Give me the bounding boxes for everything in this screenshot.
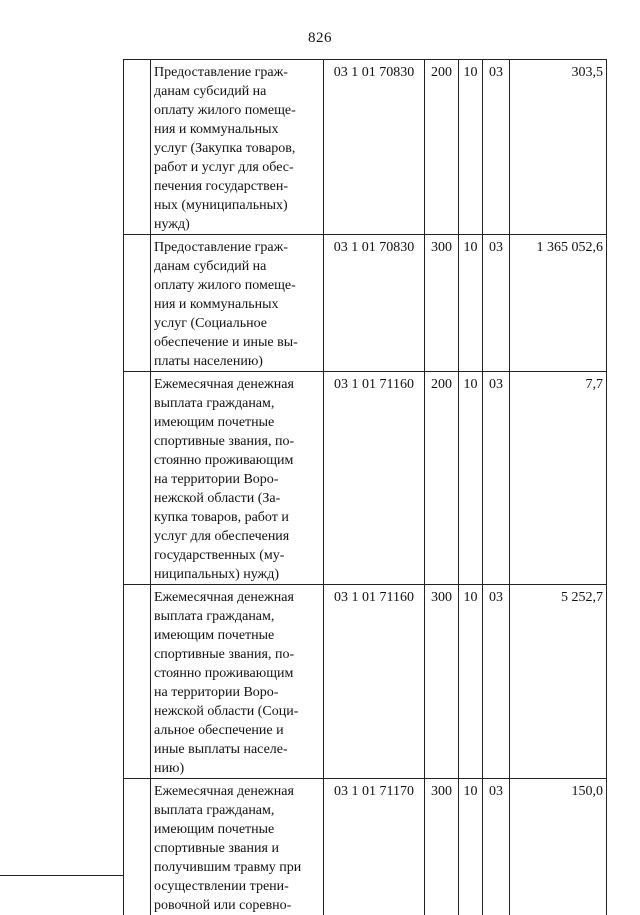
expense-name: Предоставление граж- данам субсидий на оплату жилого помеще- ния и коммунальных услуг (Социальное обеспечение и иные вы- платы населению) [151,235,324,372]
expense-type-code: 300 [425,779,459,915]
target-article-code: 03 1 01 71160 [324,585,425,779]
section-code: 10 [459,585,483,779]
amount: 150,0 [510,779,607,915]
target-article-code: 03 1 01 70830 [324,60,425,235]
section-code: 10 [459,372,483,585]
target-article-code: 03 1 01 71170 [324,779,425,915]
amount: 1 365 052,6 [510,235,607,372]
expense-name: Ежемесячная денежная выплата гражданам, имеющим почетные спортивные звания, по- стоянно проживающим на территории Воро- нежской области (Соци- альное обеспечение и иные выплаты населе- нию) [151,585,324,779]
table-row [124,779,607,915]
expense-name: Ежемесячная денежная выплата гражданам, имеющим почетные спортивные звания и получившим травму при осуществлении трени- ровочной или соревно- [151,779,324,915]
empty-cell [124,60,151,235]
table-row [124,585,607,779]
table-row [124,60,607,235]
table-row [124,235,607,372]
subsection-code: 03 [483,60,510,235]
subsection-code: 03 [483,235,510,372]
budget-table [123,59,607,915]
amount: 5 252,7 [510,585,607,779]
amount: 303,5 [510,60,607,235]
expense-type-code: 300 [425,585,459,779]
subsection-code: 03 [483,585,510,779]
section-code: 10 [459,235,483,372]
section-code: 10 [459,60,483,235]
expense-name: Ежемесячная денежная выплата гражданам, имеющим почетные спортивные звания, по- стоянно проживающим на территории Воро- нежской области (За- купка товаров, работ и услуг для обеспечения государственных (му- ниципальных) нужд) [151,372,324,585]
target-article-code: 03 1 01 71160 [324,372,425,585]
expense-type-code: 200 [425,372,459,585]
empty-cell [124,372,151,585]
target-article-code: 03 1 01 70830 [324,235,425,372]
subsection-code: 03 [483,372,510,585]
empty-cell [124,585,151,779]
expense-type-code: 300 [425,235,459,372]
table-row [124,372,607,585]
footnote-separator [0,875,124,876]
expense-name: Предоставление граж- данам субсидий на оплату жилого помеще- ния и коммунальных услуг (Закупка товаров, работ и услуг для обес- печения государствен- ных (муниципальных) нужд) [151,60,324,235]
subsection-code: 03 [483,779,510,915]
empty-cell [124,235,151,372]
amount: 7,7 [510,372,607,585]
section-code: 10 [459,779,483,915]
empty-cell [124,779,151,915]
page-number: 826 [0,30,640,47]
expense-type-code: 200 [425,60,459,235]
